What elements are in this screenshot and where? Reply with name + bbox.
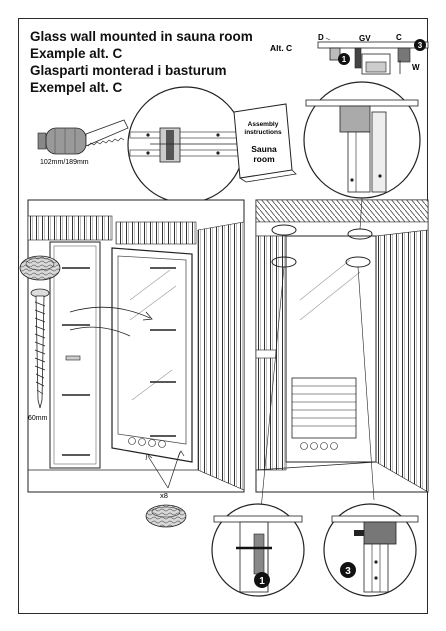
top-detail-magnifier — [128, 87, 244, 203]
top-right-magnifier — [304, 82, 420, 198]
right-room-view — [256, 198, 428, 520]
svg-text:instructions: instructions — [244, 129, 282, 136]
svg-text:3: 3 — [417, 41, 423, 50]
title-line-4: Exempel alt. C — [30, 80, 123, 95]
sauna-bench — [292, 378, 356, 438]
svg-text:1: 1 — [341, 55, 347, 64]
alt-c-detail — [270, 33, 428, 74]
screw-length-label: 60mm — [28, 415, 48, 422]
svg-text:3: 3 — [345, 566, 351, 577]
bottom-detail-step-1 — [212, 504, 304, 596]
svg-text:Sauna: Sauna — [251, 144, 277, 154]
title-line-2: Example alt. C — [30, 46, 123, 61]
assembly-booklet — [234, 104, 296, 182]
saw-icon — [38, 120, 128, 166]
saw-size-label: 102mm/189mm — [40, 159, 89, 166]
alt-c-glass-gv — [355, 48, 361, 68]
svg-text:room: room — [253, 154, 275, 164]
screw-count-label: x8 — [160, 491, 168, 500]
alt-c-block-c — [398, 48, 410, 62]
right-side-wall — [198, 222, 244, 490]
svg-text:Assembly: Assembly — [247, 121, 279, 128]
screw-pack-icon — [146, 491, 186, 527]
label-gv: GV — [359, 34, 371, 43]
bottom-detail-step-3 — [324, 504, 418, 596]
right-wall-planks — [376, 230, 428, 492]
svg-text:1: 1 — [259, 576, 265, 587]
label-d: D — [318, 33, 324, 42]
title-line-1: Glass wall mounted in sauna room — [30, 29, 253, 44]
label-c: C — [396, 33, 402, 42]
glass-frame — [112, 248, 192, 462]
wall-opening — [50, 242, 100, 468]
ceiling — [256, 200, 428, 222]
label-w: W — [412, 63, 420, 72]
title-line-3: Glasparti monterad i basturum — [30, 63, 227, 78]
alt-c-top-rail — [318, 42, 428, 48]
left-room-view — [28, 200, 244, 492]
screw-coil-icon — [20, 256, 60, 280]
alt-c-label: Alt. C — [270, 43, 293, 53]
